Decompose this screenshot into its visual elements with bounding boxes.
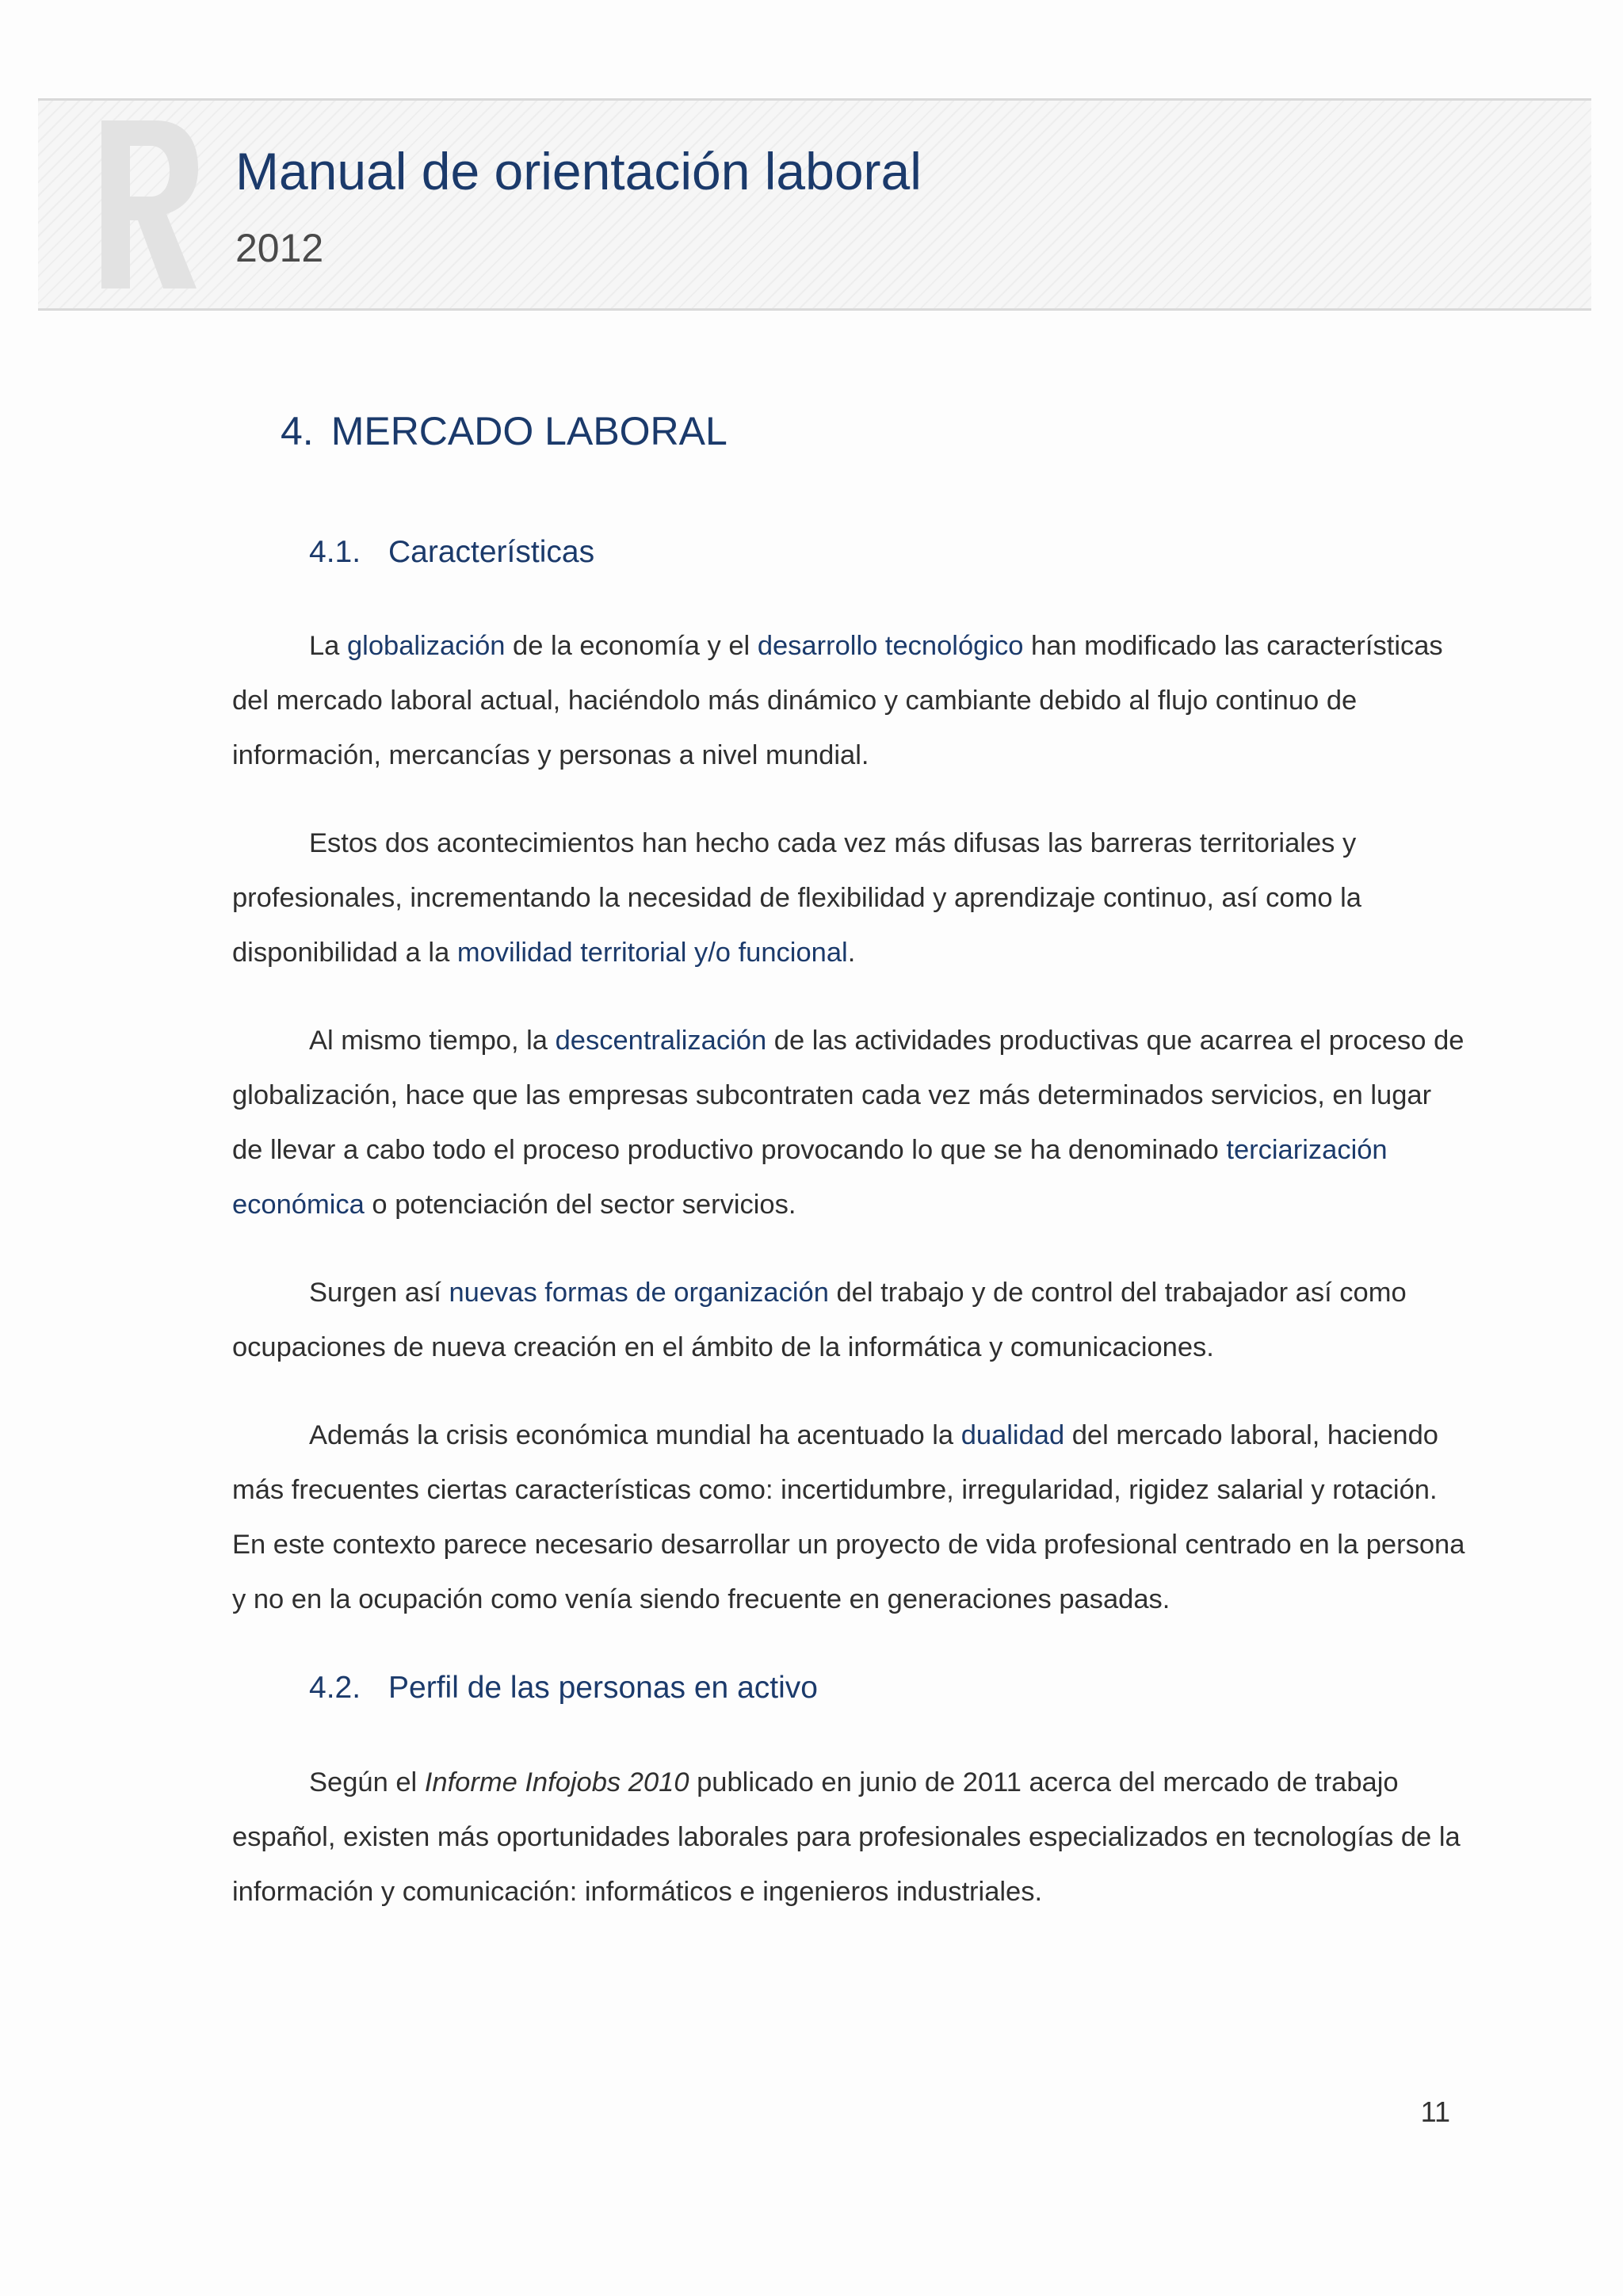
text-run: .	[847, 938, 856, 968]
keyword-globalizacion: globalización	[346, 631, 506, 661]
paragraph-nuevas-formas	[232, 1266, 1468, 1375]
section-heading	[281, 408, 727, 454]
text-run: publicado en junio de 2011 acerca del mercado de trabajo español, existen más oportunidades laborales para profesionales especializados en tecnologías de la información y comunicación: informáticos e ingenieros industriales.	[232, 1767, 1461, 1907]
paragraph-descentralizacion	[232, 1014, 1468, 1232]
text-run: del mercado laboral, haciendo más frecuentes ciertas características como: incertidumbre, irregularidad, rigidez salarial y rotación. En este contexto parece necesario desarrollar un proyecto de vida profesional centrado en la persona y no en la ocupación como venía siendo frecuente en generaciones pasadas.	[232, 1420, 1465, 1614]
text-run: o potenciación del sector servicios.	[364, 1190, 796, 1220]
keyword-desarrollo-tecnologico: desarrollo tecnológico	[757, 631, 1024, 661]
text-run: han modificado las características del mercado laboral actual, haciéndolo más dinámico y cambiante debido al flujo continuo de información, mercancías y personas a nivel mundial.	[232, 631, 1443, 770]
r-logo-watermark-icon	[98, 109, 201, 300]
paragraph-acontecimientos	[232, 816, 1468, 980]
document-title: Manual de orientación laboral	[235, 142, 922, 201]
page-number: 11	[1420, 2095, 1450, 2128]
section-title: MERCADO LABORAL	[330, 409, 727, 453]
subsection-number: 4.2.	[309, 1671, 361, 1705]
paragraph-dualidad	[232, 1408, 1468, 1627]
subsection-heading-caracteristicas	[309, 535, 594, 570]
text-run: Surgen así	[309, 1278, 449, 1308]
text-run: del trabajo y de control del trabajador así como ocupaciones de nueva creación en el ámbito de la informática y comunicaciones.	[232, 1278, 1407, 1362]
text-run: Estos dos acontecimientos han hecho cada vez más difusas las barreras territoriales y profesionales, incrementando la necesidad de flexibilidad y aprendizaje continuo, así como la disponibilidad a la	[232, 828, 1361, 968]
paragraph-informe-infojobs	[232, 1755, 1468, 1920]
subsection-number: 4.1.	[309, 535, 361, 569]
report-title: Informe Infojobs 2010	[424, 1767, 689, 1797]
keyword-terciarizacion: terciarización económica	[232, 1135, 1388, 1220]
keyword-nuevas-formas: nuevas formas de organización	[449, 1278, 829, 1308]
text-run: de las actividades productivas que acarrea el proceso de globalización, hace que las empresas subcontraten cada vez más determinados servicios, en lugar de llevar a cabo todo el proceso productivo provocando lo que se ha denominado	[232, 1026, 1465, 1165]
section-number: 4.	[281, 409, 314, 453]
keyword-movilidad: movilidad territorial y/o funcional	[456, 938, 848, 968]
text-run: La	[309, 631, 347, 661]
keyword-dualidad: dualidad	[960, 1420, 1065, 1450]
text-run: de la economía y el	[505, 631, 758, 661]
paragraph-globalizacion	[232, 619, 1468, 783]
subsection-title: Perfil de las personas en activo	[388, 1671, 818, 1705]
text-run: Según el	[309, 1767, 425, 1797]
header-band	[38, 98, 1591, 311]
keyword-descentralizacion: descentralización	[555, 1026, 767, 1056]
text-run: Al mismo tiempo, la	[309, 1026, 556, 1056]
subsection-title: Características	[388, 535, 595, 569]
text-run: Además la crisis económica mundial ha acentuado la	[309, 1420, 961, 1450]
document-year: 2012	[235, 226, 324, 270]
subsection-heading-perfil	[309, 1671, 818, 1706]
